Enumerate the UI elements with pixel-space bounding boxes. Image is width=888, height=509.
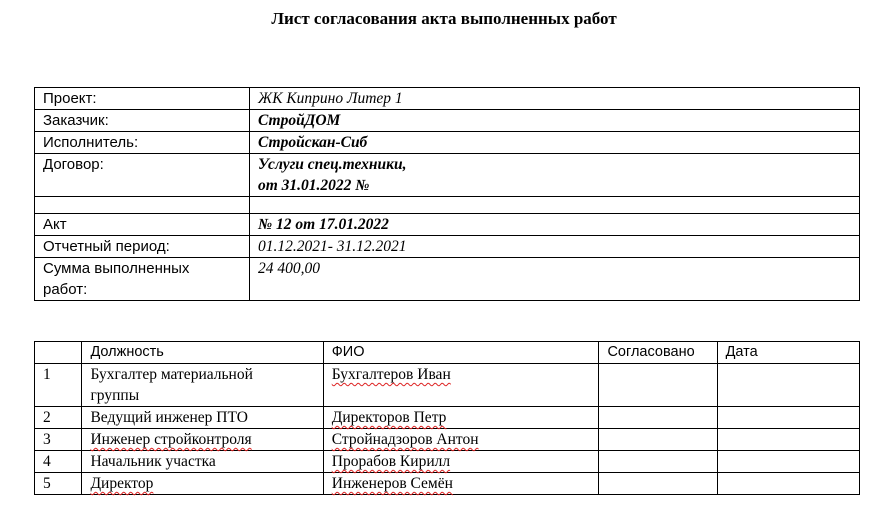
- row-position: Начальник участка: [82, 451, 323, 473]
- label-period: Отчетный период:: [35, 236, 250, 258]
- info-row-project: [35, 88, 860, 110]
- value-period: 01.12.2021- 31.12.2021: [250, 236, 860, 258]
- table-row: [35, 473, 860, 495]
- value-contract-line2: от 31.01.2022 №: [258, 177, 370, 194]
- header-position: Должность: [82, 342, 323, 364]
- value-contract-line1: Услуги спец.техники,: [258, 156, 407, 173]
- row-position-text: Инженер стройконтроля: [90, 431, 252, 448]
- value-act: № 12 от 17.01.2022: [250, 214, 860, 236]
- label-sum-line2: работ:: [43, 281, 88, 298]
- row-position: Ведущий инженер ПТО: [82, 407, 323, 429]
- row-approved: [599, 473, 717, 495]
- info-row-sum: [35, 258, 860, 301]
- row-num: 5: [35, 473, 82, 495]
- value-contractor: Стройскан-Сиб: [250, 132, 860, 154]
- row-name-text: Стройнадзоров Антон: [331, 431, 479, 448]
- info-row-customer: [35, 110, 860, 132]
- value-contract: [250, 154, 860, 197]
- info-row-act: [35, 214, 860, 236]
- value-project: ЖК Киприно Литер 1: [250, 88, 860, 110]
- row-position: [82, 364, 323, 407]
- row-position-line2: группы: [90, 387, 140, 404]
- row-num: 4: [35, 451, 82, 473]
- label-customer: Заказчик:: [35, 110, 250, 132]
- info-row-contractor: [35, 132, 860, 154]
- row-name: [323, 407, 599, 429]
- label-sum-line1: Сумма выполненных: [43, 260, 190, 277]
- row-name-text: Инженеров Семён: [331, 475, 453, 492]
- table-row: [35, 364, 860, 407]
- row-name-text: Директоров Петр: [331, 409, 447, 426]
- header-name: ФИО: [323, 342, 599, 364]
- label-contract: Договор:: [35, 154, 250, 197]
- row-num: 3: [35, 429, 82, 451]
- label-sum: [35, 258, 250, 301]
- label-act: Акт: [35, 214, 250, 236]
- act-info-table: [34, 87, 860, 301]
- row-approved: [599, 451, 717, 473]
- approvals-table: [34, 341, 860, 495]
- value-sum: 24 400,00: [250, 258, 860, 301]
- row-date: [717, 364, 859, 407]
- info-row-empty: [35, 197, 860, 214]
- row-num: 1: [35, 364, 82, 407]
- value-customer: СтройДОМ: [250, 110, 860, 132]
- table-row: [35, 407, 860, 429]
- row-position-line1: Бухгалтер материальной: [90, 366, 253, 383]
- row-date: [717, 407, 859, 429]
- label-project: Проект:: [35, 88, 250, 110]
- row-date: [717, 429, 859, 451]
- row-num: 2: [35, 407, 82, 429]
- table-row: [35, 451, 860, 473]
- header-date: Дата: [717, 342, 859, 364]
- row-name: [323, 473, 599, 495]
- row-position: [82, 429, 323, 451]
- row-name: [323, 451, 599, 473]
- row-position-text: Директор: [90, 475, 154, 492]
- row-date: [717, 473, 859, 495]
- header-num: [35, 342, 82, 364]
- row-approved: [599, 407, 717, 429]
- row-approved: [599, 429, 717, 451]
- row-name-text: Бухгалтеров Иван: [331, 366, 451, 383]
- document-title: Лист согласования акта выполненных работ: [271, 9, 617, 28]
- header-approved: Согласовано: [599, 342, 717, 364]
- info-row-contract: [35, 154, 860, 197]
- row-date: [717, 451, 859, 473]
- row-name: [323, 429, 599, 451]
- label-empty: [35, 197, 250, 214]
- label-contractor: Исполнитель:: [35, 132, 250, 154]
- row-name-text: Прорабов Кирилл: [331, 453, 451, 470]
- approvals-header-row: [35, 342, 860, 364]
- row-position: [82, 473, 323, 495]
- row-approved: [599, 364, 717, 407]
- info-row-period: [35, 236, 860, 258]
- value-empty: [250, 197, 860, 214]
- row-name: [323, 364, 599, 407]
- table-row: [35, 429, 860, 451]
